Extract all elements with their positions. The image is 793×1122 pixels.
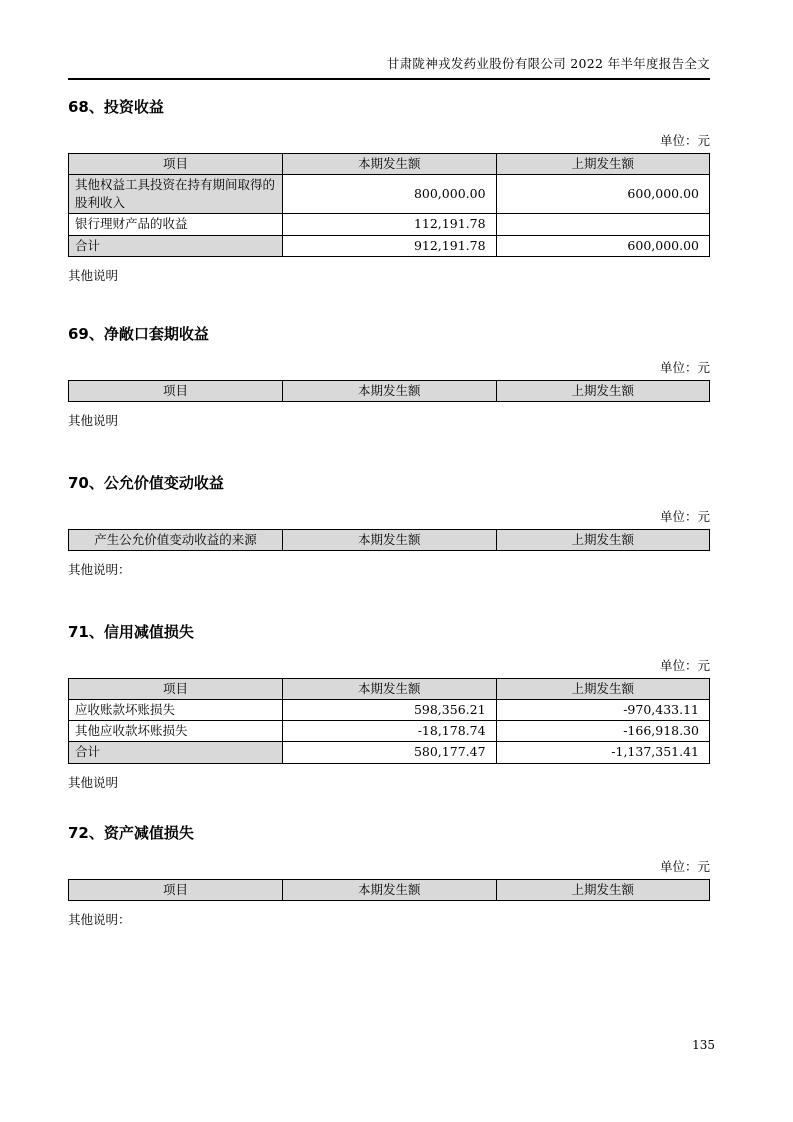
- table-row: [69, 700, 710, 721]
- column-header-item: 项目: [69, 381, 283, 402]
- cell-current: 800,000.00: [283, 175, 496, 214]
- cell-item: 银行理财产品的收益: [69, 214, 283, 235]
- cell-prior: -166,918.30: [496, 721, 709, 742]
- section-title-70: 70、公允价值变动收益: [68, 474, 224, 492]
- column-header-current-period: 本期发生额: [283, 530, 496, 551]
- cell-item: 其他权益工具投资在持有期间取得的股利收入: [69, 175, 283, 214]
- column-header-item: 项目: [69, 880, 283, 901]
- table-row: [69, 175, 710, 214]
- fair-value-change-table: [68, 529, 710, 551]
- cell-prior: [496, 214, 709, 235]
- section-title-68: 68、投资收益: [68, 98, 164, 116]
- other-note: 其他说明: [68, 413, 119, 429]
- column-header-prior-period: 上期发生额: [496, 381, 709, 402]
- section-69-net-exposure-hedging-income: [68, 325, 710, 429]
- table-header-row: [69, 381, 710, 402]
- cell-current: 112,191.78: [283, 214, 496, 235]
- asset-impairment-table: [68, 879, 710, 901]
- table-row-total: [69, 235, 710, 256]
- section-71-credit-impairment-loss: [68, 623, 710, 791]
- unit-label: 单位：元: [659, 360, 710, 375]
- other-note: 其他说明：: [68, 562, 131, 578]
- column-header-current-period: 本期发生额: [283, 679, 496, 700]
- column-header-source: 产生公允价值变动收益的来源: [69, 530, 283, 551]
- investment-income-table: [68, 153, 710, 257]
- column-header-item: 项目: [69, 154, 283, 175]
- section-title-69: 69、净敞口套期收益: [68, 325, 209, 343]
- section-70-fair-value-change-income: [68, 474, 710, 578]
- credit-impairment-table: [68, 678, 710, 764]
- table-header-row: [69, 154, 710, 175]
- other-note: 其他说明：: [68, 912, 131, 928]
- cell-item: 其他应收款坏账损失: [69, 721, 283, 742]
- section-72-asset-impairment-loss: [68, 824, 710, 928]
- section-title-71: 71、信用减值损失: [68, 623, 194, 641]
- column-header-current-period: 本期发生额: [283, 880, 496, 901]
- cell-prior: 600,000.00: [496, 235, 709, 256]
- section-title-72: 72、资产减值损失: [68, 824, 194, 842]
- other-note: 其他说明: [68, 267, 119, 283]
- unit-label: 单位：元: [659, 509, 710, 524]
- cell-item: 合计: [69, 742, 283, 763]
- cell-prior: 600,000.00: [496, 175, 709, 214]
- table-header-row: [69, 530, 710, 551]
- column-header-item: 项目: [69, 679, 283, 700]
- net-exposure-hedging-table: [68, 380, 710, 402]
- cell-current: 580,177.47: [283, 742, 496, 763]
- unit-label: 单位：元: [659, 658, 710, 673]
- column-header-prior-period: 上期发生额: [496, 679, 709, 700]
- cell-prior: -1,137,351.41: [496, 742, 709, 763]
- table-row: [69, 214, 710, 235]
- column-header-current-period: 本期发生额: [283, 381, 496, 402]
- section-68-investment-income: [68, 98, 710, 284]
- cell-item: 应收账款坏账损失: [69, 700, 283, 721]
- column-header-prior-period: 上期发生额: [496, 154, 709, 175]
- cell-prior: -970,433.11: [496, 700, 709, 721]
- unit-label: 单位：元: [659, 133, 710, 148]
- cell-current: 912,191.78: [283, 235, 496, 256]
- table-header-row: [69, 880, 710, 901]
- report-header: 甘肃陇神戎发药业股份有限公司 2022 年半年度报告全文: [68, 0, 710, 80]
- column-header-current-period: 本期发生额: [283, 154, 496, 175]
- table-header-row: [69, 679, 710, 700]
- cell-item: 合计: [69, 235, 283, 256]
- table-row: [69, 721, 710, 742]
- unit-label: 单位：元: [659, 859, 710, 874]
- page-number: 135: [692, 1038, 715, 1052]
- cell-current: 598,356.21: [283, 700, 496, 721]
- other-note: 其他说明: [68, 774, 119, 790]
- column-header-prior-period: 上期发生额: [496, 530, 709, 551]
- column-header-prior-period: 上期发生额: [496, 880, 709, 901]
- table-row-total: [69, 742, 710, 763]
- cell-current: -18,178.74: [283, 721, 496, 742]
